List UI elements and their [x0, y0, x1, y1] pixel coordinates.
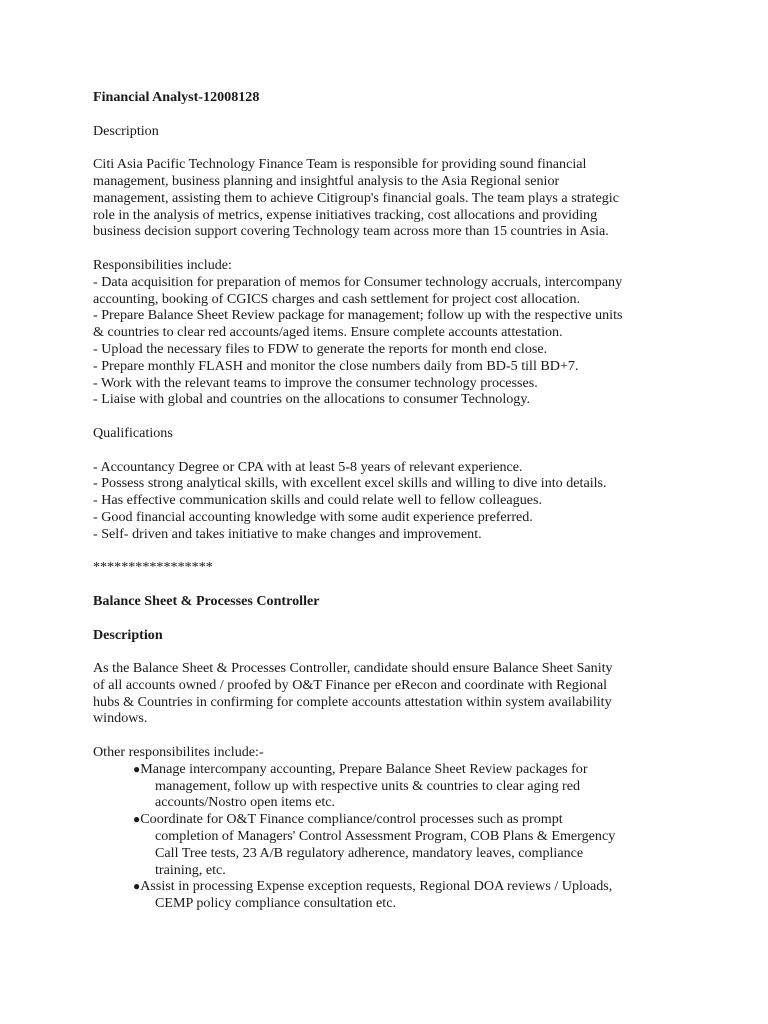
list-item [93, 761, 693, 811]
document-page [93, 89, 693, 912]
bullet-text: Assist in processing Expense exception requests, Regional DOA reviews / Uploads, [140, 878, 613, 895]
paragraph-line: As the Balance Sheet & Processes Controller, candidate should ensure Balance Sheet Sanity [93, 660, 613, 677]
list-line: - Work with the relevant teams to improve the consumer technology processes. [93, 374, 538, 391]
bullet-text: Coordinate for O&T Finance compliance/control processes such as prompt [140, 811, 563, 828]
bullet-continuation: Call Tree tests, 23 A/B regulatory adherence, mandatory leaves, compliance [155, 844, 584, 861]
list-line: - Good financial accounting knowledge with some audit experience preferred. [93, 508, 533, 525]
job2-description-paragraph [93, 660, 693, 727]
paragraph-line: role in the analysis of metrics, expense initiatives tracking, cost allocations and providing [93, 206, 598, 223]
list-item [93, 878, 693, 912]
other-responsibilities-list [93, 761, 693, 912]
list-line: accounting, booking of CGICS charges and cash settlement for project cost allocation. [93, 290, 581, 307]
qualifications-list [93, 459, 693, 543]
bullet-icon: ● [133, 761, 141, 776]
job1-title: Financial Analyst-12008128 [93, 89, 260, 105]
list-line: - Liaise with global and countries on the allocations to consumer Technology. [93, 391, 530, 408]
bullet-icon: ● [133, 879, 141, 894]
paragraph-line: management, assisting them to achieve Citigroup's financial goals. The team plays a strategic [93, 189, 619, 206]
paragraph-line: windows. [93, 710, 148, 727]
other-responsibilities-heading: Other responsibilites include:- [93, 744, 264, 761]
list-item [93, 811, 693, 878]
bullet-continuation: completion of Managers' Control Assessment Program, COB Plans & Emergency [155, 828, 616, 845]
list-line: - Has effective communication skills and could relate well to fellow colleagues. [93, 492, 543, 509]
job2-title: Balance Sheet & Processes Controller [93, 592, 320, 609]
job2-description-heading: Description [93, 626, 163, 643]
bullet-continuation: training, etc. [155, 861, 226, 878]
paragraph-line: business decision support covering Technology team across more than 15 countries in Asia. [93, 223, 609, 240]
responsibilities-list [93, 274, 693, 408]
list-line: - Accountancy Degree or CPA with at least 5-8 years of relevant experience. [93, 458, 523, 475]
job1-description-paragraph [93, 156, 693, 240]
bullet-continuation: management, follow up with respective units & countries to clear aging red [155, 777, 581, 794]
paragraph-line: of all accounts owned / proofed by O&T Finance per eRecon and coordinate with Regional [93, 676, 608, 693]
list-line: & countries to clear red accounts/aged items. Ensure complete accounts attestation. [93, 324, 563, 341]
job1-description-heading: Description [93, 122, 159, 139]
section-separator: ***************** [93, 559, 213, 576]
bullet-continuation: CEMP policy compliance consultation etc. [155, 895, 396, 912]
responsibilities-heading: Responsibilities include: [93, 256, 232, 273]
bullet-icon: ● [133, 812, 141, 827]
list-line: - Upload the necessary files to FDW to generate the reports for month end close. [93, 340, 548, 357]
bullet-continuation: accounts/Nostro open items etc. [155, 794, 336, 811]
list-line: - Prepare Balance Sheet Review package for management; follow up with the respective units [93, 307, 623, 324]
list-line: - Self- driven and takes initiative to make changes and improvement. [93, 525, 482, 542]
list-line: - Prepare monthly FLASH and monitor the close numbers daily from BD-5 till BD+7. [93, 357, 579, 374]
paragraph-line: hubs & Countries in confirming for complete accounts attestation within system availability [93, 693, 612, 710]
list-line: - Possess strong analytical skills, with excellent excel skills and willing to dive into details. [93, 475, 607, 492]
bullet-text: Manage intercompany accounting, Prepare Balance Sheet Review packages for [140, 760, 588, 777]
paragraph-line: Citi Asia Pacific Technology Finance Team is responsible for providing sound financial [93, 156, 587, 173]
qualifications-heading: Qualifications [93, 424, 173, 441]
list-line: - Data acquisition for preparation of memos for Consumer technology accruals, intercompany [93, 273, 623, 290]
paragraph-line: management, business planning and insightful analysis to the Asia Regional senior [93, 172, 560, 189]
